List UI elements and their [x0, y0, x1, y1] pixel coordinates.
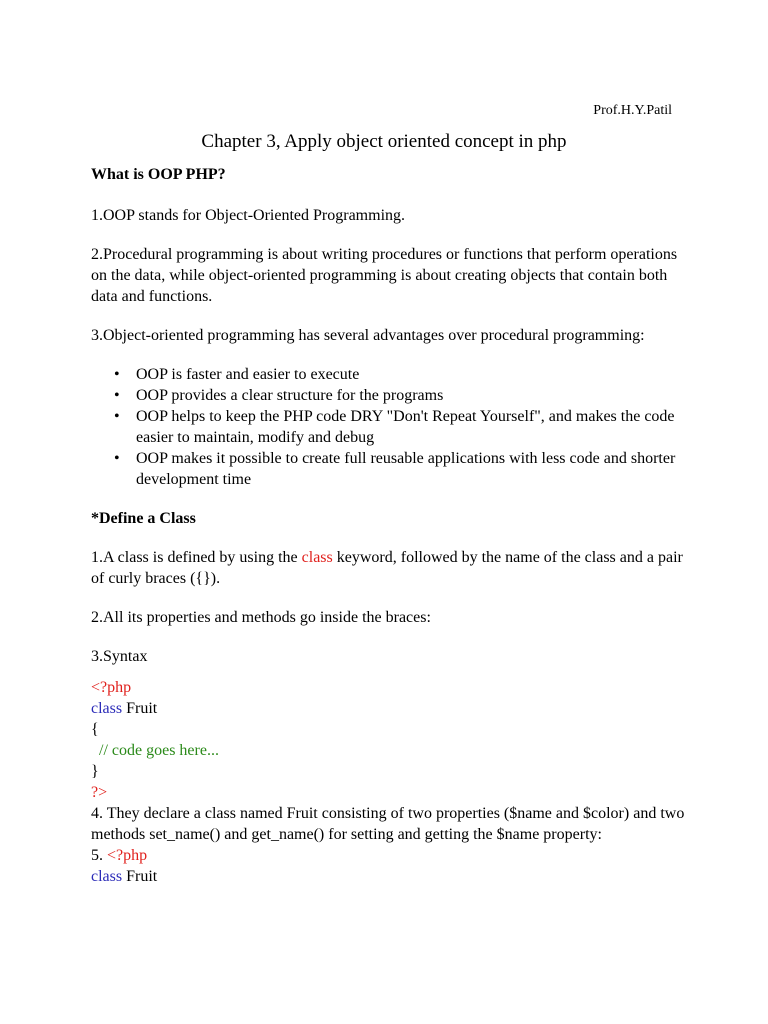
paragraph-oop-definition: 1.OOP stands for Object-Oriented Programming. [91, 207, 406, 224]
paragraph-class-definition [91, 547, 691, 589]
paragraph-syntax: 3.Syntax [91, 648, 148, 665]
section-heading-oop: What is OOP PHP? [91, 166, 226, 183]
brace-close: } [91, 763, 99, 780]
php-open-tag: <?php [107, 847, 148, 864]
advantages-list [91, 364, 691, 490]
code-block [91, 677, 691, 803]
chapter-title: Chapter 3, Apply object oriented concept in php [201, 131, 567, 152]
example-open-line [91, 845, 691, 866]
paragraph-properties-methods: 2.All its properties and methods go inside the braces: [91, 609, 431, 626]
class-name: Fruit [122, 868, 158, 885]
author-name: Prof.H.Y.Patil [593, 103, 672, 118]
list-item: • OOP provides a clear structure for the programs [136, 385, 691, 406]
brace-open: { [91, 721, 99, 738]
paragraph-advantages: 3.Object-oriented programming has several advantages over procedural programming: [91, 327, 645, 344]
php-close-tag: ?> [91, 784, 108, 801]
paragraph-fruit-class: 4. They declare a class named Fruit consisting of two properties ($name and $color) and two methods set_name() and get_name() for setting and getting the $name property: [91, 805, 685, 843]
list-item: • OOP helps to keep the PHP code DRY "Don't Repeat Yourself", and makes the code easier to maintain, modify and debug [136, 406, 691, 448]
class-declaration [91, 698, 691, 719]
paragraph-procedural: 2.Procedural programming is about writing procedures or functions that perform operations on the data, while object-oriented programming is about creating objects that contain both data and functions. [91, 246, 678, 305]
text: 5. [91, 847, 107, 864]
class-declaration [91, 866, 691, 887]
php-open-tag: <?php [91, 679, 132, 696]
section-heading-define-class: *Define a Class [91, 510, 196, 527]
class-name: Fruit [122, 700, 158, 717]
text: 1.A class is defined by using the [91, 549, 302, 566]
class-keyword: class [301, 549, 333, 566]
document-body [91, 164, 691, 887]
text: keyword, followed by the name of the class and a pair of curly braces ({}). [91, 549, 683, 587]
list-item: • OOP makes it possible to create full reusable applications with less code and shorter development time [136, 448, 691, 490]
class-keyword: class [91, 868, 123, 885]
code-comment: // code goes here... [91, 742, 219, 759]
class-keyword: class [91, 700, 123, 717]
list-item: • OOP is faster and easier to execute [136, 364, 691, 385]
